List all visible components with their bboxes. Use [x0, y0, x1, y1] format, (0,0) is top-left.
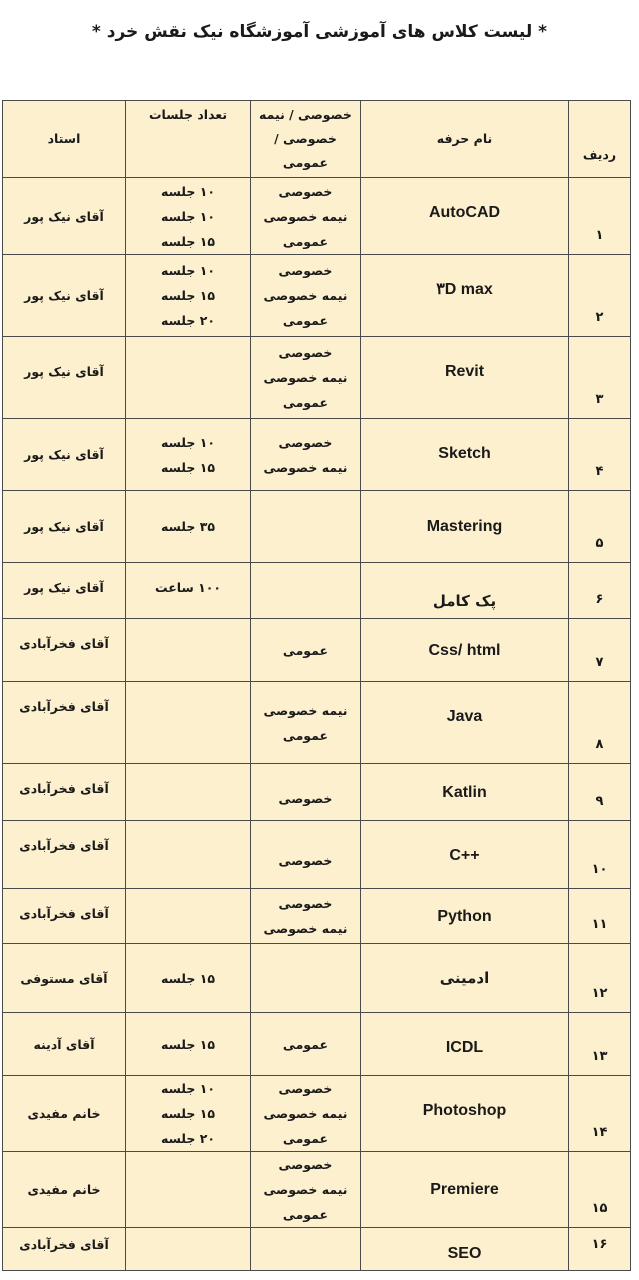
class-type [251, 682, 361, 764]
header-sessions: تعداد جلسات [126, 101, 251, 178]
class-type-line: خصوصی [278, 790, 333, 806]
table-row [3, 889, 631, 944]
class-type-line: عمومی [282, 642, 329, 658]
class-type-line: عمومی [282, 313, 329, 328]
session-count [126, 419, 251, 491]
session-count-line: ۱۵ جلسه [160, 1106, 216, 1121]
class-type [251, 619, 361, 682]
teacher-name: آقای فخرآبادی [3, 1228, 126, 1271]
class-type-line: نیمه خصوصی [263, 921, 348, 936]
session-count [126, 1152, 251, 1228]
class-type-line: عمومی [282, 1036, 329, 1052]
table-row [3, 178, 631, 255]
teacher-name: آقای فخرآبادی [3, 619, 126, 682]
session-count [126, 889, 251, 944]
class-type-line: عمومی [282, 233, 329, 249]
row-number: ۶ [569, 563, 631, 619]
row-number: ۱ [569, 178, 631, 255]
teacher-name: آقای فخرآبادی [3, 821, 126, 889]
table-row [3, 1076, 631, 1152]
table-row [3, 491, 631, 563]
classes-table [2, 100, 631, 1271]
teacher-name: خانم مفیدی [3, 1076, 126, 1152]
session-count-line: ۱۰ جلسه [160, 1081, 216, 1096]
course-name: SEO [361, 1228, 569, 1271]
page-title: * لیست کلاس های آموزشی آموزشگاه نیک نقش خرد * [91, 22, 548, 42]
course-name: Css/ html [361, 619, 569, 682]
teacher-name: آقای فخرآبادی [3, 889, 126, 944]
course-name: Photoshop [361, 1076, 569, 1152]
session-count [126, 821, 251, 889]
row-number: ۲ [569, 255, 631, 337]
session-count-line: ۱۰ جلسه [160, 208, 216, 224]
course-name: Python [361, 889, 569, 944]
class-type-line: خصوصی [278, 434, 333, 450]
class-type [251, 563, 361, 619]
class-type [251, 821, 361, 889]
class-type [251, 178, 361, 255]
table-row [3, 1152, 631, 1228]
class-type-line: خصوصی [278, 1081, 333, 1096]
row-number: ۱۰ [569, 821, 631, 889]
session-count [126, 563, 251, 619]
row-number: ۳ [569, 337, 631, 419]
session-count [126, 178, 251, 255]
class-type [251, 1228, 361, 1271]
teacher-name: خانم مفیدی [3, 1152, 126, 1228]
class-type-line: خصوصی [278, 896, 333, 911]
session-count-line: ۱۵ جلسه [160, 1036, 216, 1052]
table-row [3, 337, 631, 419]
class-type [251, 889, 361, 944]
session-count [126, 764, 251, 821]
header-type-line: عمومی [282, 155, 329, 170]
course-name: C++ [361, 821, 569, 889]
teacher-name: آقای فخرآبادی [3, 682, 126, 764]
class-type-line: نیمه خصوصی [263, 288, 348, 303]
teacher-name: آقای نیک پور [3, 491, 126, 563]
class-type [251, 944, 361, 1013]
course-name: Java [361, 682, 569, 764]
course-name: Sketch [361, 419, 569, 491]
row-number: ۴ [569, 419, 631, 491]
session-count [126, 944, 251, 1013]
course-name: ICDL [361, 1013, 569, 1076]
table-row [3, 619, 631, 682]
teacher-name: آقای نیک پور [3, 178, 126, 255]
course-name: Katlin [361, 764, 569, 821]
session-count [126, 1076, 251, 1152]
class-type-line: نیمه خصوصی [263, 208, 348, 224]
header-radif: ردیف [569, 101, 631, 178]
header-type-line: خصوصی / [274, 131, 337, 146]
row-number: ۸ [569, 682, 631, 764]
table-row [3, 764, 631, 821]
row-number: ۱۶ [569, 1228, 631, 1271]
row-number: ۷ [569, 619, 631, 682]
class-type-line: خصوصی [278, 853, 333, 868]
class-type-line: نیمه خصوصی [263, 1182, 348, 1197]
row-number: ۱۴ [569, 1076, 631, 1152]
table-row [3, 821, 631, 889]
header-type-line: خصوصی / نیمه [259, 107, 352, 122]
session-count-line: ۲۰ جلسه [160, 1131, 216, 1146]
row-number: ۱۲ [569, 944, 631, 1013]
row-number: ۱۱ [569, 889, 631, 944]
session-count [126, 491, 251, 563]
course-name: Premiere [361, 1152, 569, 1228]
session-count [126, 619, 251, 682]
session-count [126, 255, 251, 337]
row-number: ۱۳ [569, 1013, 631, 1076]
teacher-name: آقای نیک پور [3, 419, 126, 491]
table-row [3, 1013, 631, 1076]
header-name: نام حرفه [361, 101, 569, 178]
course-name: ادمینی [361, 944, 569, 1013]
session-count-line: ۱۰ جلسه [160, 263, 216, 278]
teacher-name: آقای آدینه [3, 1013, 126, 1076]
session-count [126, 1013, 251, 1076]
class-type [251, 1152, 361, 1228]
header-teacher: استاد [3, 101, 126, 178]
class-type-line: نیمه خصوصی [263, 702, 348, 718]
session-count-line: ۳۵ جلسه [160, 519, 216, 534]
class-type [251, 255, 361, 337]
course-name: AutoCAD [361, 178, 569, 255]
row-number: ۵ [569, 491, 631, 563]
session-count-line: ۱۵ جلسه [160, 970, 216, 986]
session-count-line: ۱۵ جلسه [160, 459, 216, 475]
table-row [3, 563, 631, 619]
session-count [126, 1228, 251, 1271]
class-type [251, 764, 361, 821]
class-type-line: خصوصی [278, 345, 333, 360]
session-count-line: ۲۰ جلسه [160, 313, 216, 328]
table-row [3, 419, 631, 491]
class-type-line: عمومی [282, 727, 329, 743]
class-type [251, 419, 361, 491]
class-type [251, 337, 361, 419]
table-body [3, 178, 631, 1271]
session-count [126, 682, 251, 764]
teacher-name: آقای فخرآبادی [3, 764, 126, 821]
class-type [251, 1076, 361, 1152]
class-type [251, 1013, 361, 1076]
session-count-line: ۱۵ جلسه [160, 233, 216, 249]
class-type-line: خصوصی [278, 183, 333, 199]
class-type-line: نیمه خصوصی [263, 370, 348, 385]
teacher-name: آقای نیک پور [3, 255, 126, 337]
row-number: ۱۵ [569, 1152, 631, 1228]
course-name: ۳D max [361, 255, 569, 337]
class-type-line: عمومی [282, 1131, 329, 1146]
class-type-line: نیمه خصوصی [263, 459, 348, 475]
table-row [3, 682, 631, 764]
class-type-line: خصوصی [278, 263, 333, 278]
teacher-name: آقای مستوفی [3, 944, 126, 1013]
table-row [3, 944, 631, 1013]
session-count-line: ۱۰ جلسه [160, 434, 216, 450]
class-type [251, 491, 361, 563]
class-type-line: نیمه خصوصی [263, 1106, 348, 1121]
class-type-line: خصوصی [278, 1157, 333, 1172]
header-type [251, 101, 361, 178]
course-name: Mastering [361, 491, 569, 563]
table-row [3, 255, 631, 337]
course-name: Revit [361, 337, 569, 419]
session-count [126, 337, 251, 419]
session-count-line: ۱۵ جلسه [160, 288, 216, 303]
class-type-line: عمومی [282, 395, 329, 410]
teacher-name: آقای نیک پور [3, 563, 126, 619]
session-count-line: ۱۰ جلسه [160, 183, 216, 199]
class-type-line: عمومی [282, 1207, 329, 1222]
session-count-line: ۱۰۰ ساعت [155, 580, 221, 595]
table-row [3, 1228, 631, 1271]
header-row [3, 101, 631, 178]
course-name: پک کامل [361, 563, 569, 619]
teacher-name: آقای نیک پور [3, 337, 126, 419]
row-number: ۹ [569, 764, 631, 821]
